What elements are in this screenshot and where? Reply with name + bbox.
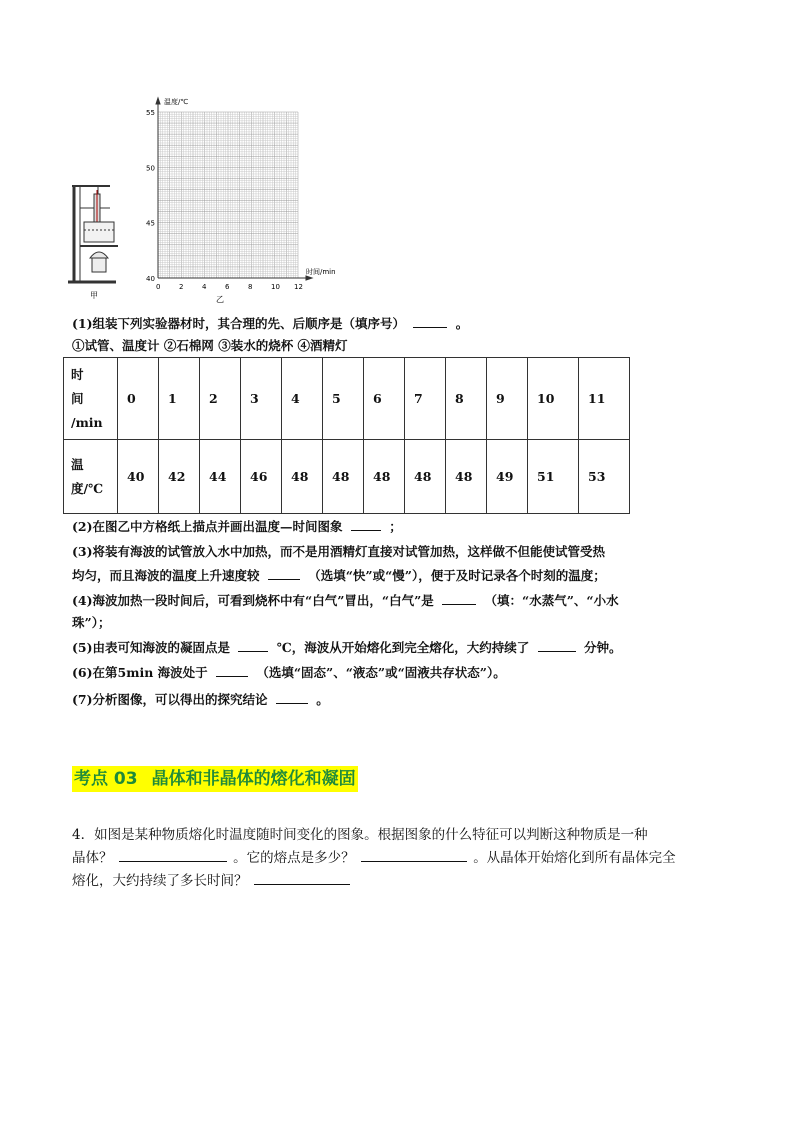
time-cell: 4 <box>282 358 323 440</box>
temperature-cell: 48 <box>446 440 487 514</box>
answer-blank[interactable] <box>361 860 467 862</box>
temperature-cell: 46 <box>241 440 282 514</box>
x-tick-label: 0 <box>156 283 161 291</box>
apparatus-label: 甲 <box>90 291 98 300</box>
x-axis-label: 时间/min <box>306 268 336 276</box>
temperature-cell: 40 <box>118 440 159 514</box>
time-cell: 10 <box>528 358 579 440</box>
question-7: (7)分析图像，可以得出的探究结论 。 <box>72 692 329 707</box>
temperature-cell: 51 <box>528 440 579 514</box>
x-tick-label: 10 <box>271 283 280 291</box>
answer-blank[interactable] <box>254 883 350 885</box>
y-tick-label: 40 <box>146 275 155 283</box>
temperature-cell: 42 <box>159 440 200 514</box>
time-cell: 0 <box>118 358 159 440</box>
time-header: 时 间 /min <box>64 358 118 440</box>
table-row-time <box>64 358 630 440</box>
data-table <box>63 357 630 514</box>
x-tick-label: 8 <box>248 283 253 291</box>
time-cell: 11 <box>579 358 630 440</box>
problem-4-line-2: 晶体？ 。它的熔点是多少？ 。从晶体开始熔化到所有晶体完全 <box>72 850 676 866</box>
section-title: 晶体和非晶体的熔化和凝固 <box>151 769 356 789</box>
question-4-line-1: (4)海波加热一段时间后，可看到烧杯中有“白气”冒出，“白气”是 （填：“水蒸气”、“小水 <box>72 593 619 608</box>
temperature-cell: 53 <box>579 440 630 514</box>
time-cell: 7 <box>405 358 446 440</box>
experiment-figure <box>60 90 360 308</box>
question-2: (2)在图乙中方格纸上描点并画出温度—时间图象 ； <box>72 519 402 534</box>
answer-blank[interactable] <box>538 650 576 652</box>
question-3-line-1: (3)将装有海波的试管放入水中加热，而不是用酒精灯直接对试管加热，这样做不但能使试管受热 <box>72 544 606 559</box>
x-tick-label: 2 <box>179 283 184 291</box>
temperature-cell: 48 <box>405 440 446 514</box>
answer-blank[interactable] <box>238 650 268 652</box>
question-4-line-2: 珠”）； <box>72 615 111 630</box>
question-6: (6)在第5min 海波处于 （选填“固态”、“液态”或“固液共存状态”）。 <box>72 665 506 680</box>
time-cell: 9 <box>487 358 528 440</box>
time-cell: 2 <box>200 358 241 440</box>
question-1 <box>72 314 468 332</box>
temperature-cell: 49 <box>487 440 528 514</box>
temperature-cell: 48 <box>282 440 323 514</box>
problem-4-line-1: 4．如图是某种物质熔化时温度随时间变化的图象。根据图象的什么特征可以判断这种物质是一种 <box>72 827 648 843</box>
question-3-line-2: 均匀，而且海波的温度上升速度较 （选填“快”或“慢”），便于及时记录各个时刻的温度； <box>72 568 606 583</box>
table-row-temperature <box>64 440 630 514</box>
answer-blank[interactable] <box>276 702 308 704</box>
answer-blank[interactable] <box>442 603 476 605</box>
y-tick-label: 45 <box>146 219 155 228</box>
problem-4 <box>72 824 724 893</box>
section-heading <box>72 766 358 792</box>
time-cell: 6 <box>364 358 405 440</box>
graph-label: 乙 <box>216 295 224 304</box>
time-cell: 5 <box>323 358 364 440</box>
answer-blank[interactable] <box>351 529 381 531</box>
section-number: 考点 03 <box>74 769 138 789</box>
question-1-options: ①试管、温度计 ②石棉网 ③装水的烧杯 ④酒精灯 <box>72 338 348 353</box>
answer-blank[interactable] <box>216 675 248 677</box>
temperature-cell: 48 <box>323 440 364 514</box>
temperature-header: 温 度/℃ <box>64 440 118 514</box>
y-tick-label: 50 <box>146 164 155 173</box>
time-cell: 3 <box>241 358 282 440</box>
x-tick-label: 6 <box>225 283 230 291</box>
temperature-cell: 48 <box>364 440 405 514</box>
x-tick-label: 4 <box>202 283 207 291</box>
question-1-end: 。 <box>455 316 469 331</box>
x-tick-labels <box>156 283 303 291</box>
problem-4-line-3: 熔化，大约持续了多长时间？ <box>72 870 724 893</box>
answer-blank[interactable] <box>413 326 447 328</box>
temperature-cell: 44 <box>200 440 241 514</box>
x-tick-label: 12 <box>294 283 303 291</box>
apparatus-drawing <box>68 186 118 282</box>
time-cell: 8 <box>446 358 487 440</box>
question-1-text: (1)组装下列实验器材时，其合理的先、后顺序是（填序号） <box>72 316 406 331</box>
grid-paper <box>158 112 298 278</box>
question-5: (5)由表可知海波的凝固点是 ℃，海波从开始熔化到完全熔化，大约持续了 分钟。 <box>72 640 622 655</box>
y-axis-label: 温度/℃ <box>164 98 189 106</box>
answer-blank[interactable] <box>268 578 300 580</box>
time-cell: 1 <box>159 358 200 440</box>
y-tick-labels <box>146 109 155 283</box>
y-tick-label: 55 <box>146 109 155 117</box>
answer-blank[interactable] <box>119 860 227 862</box>
